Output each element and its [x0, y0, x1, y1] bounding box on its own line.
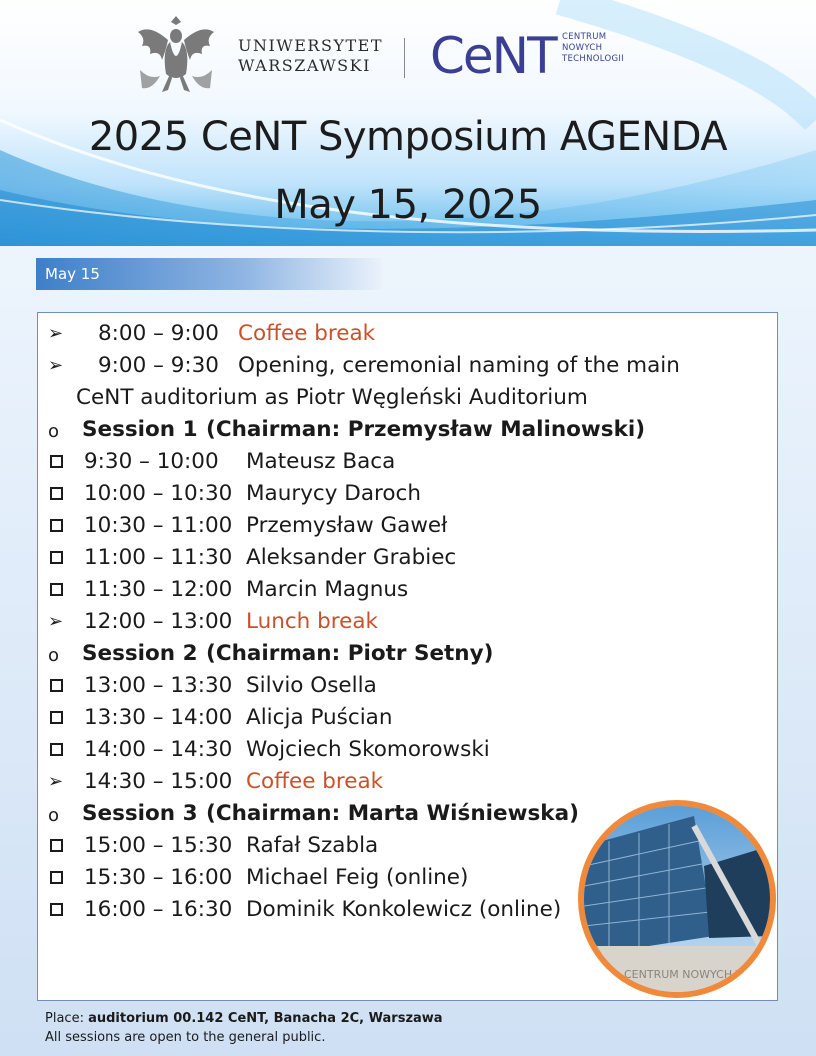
session-name: Session 2 [82, 641, 198, 666]
agenda-time: 15:30 – 16:00 [84, 865, 233, 890]
checkbox-bullet-icon [50, 519, 63, 532]
header-banner [0, 0, 816, 246]
agenda-text: Maurycy Daroch [246, 481, 421, 506]
checkbox-bullet-icon [50, 487, 63, 500]
photo-caption: CENTRUM NOWYCH T [624, 968, 743, 981]
agenda-time: 15:00 – 15:30 [84, 833, 233, 858]
checkbox-bullet-icon [50, 455, 63, 468]
place-line [45, 1009, 443, 1028]
page-date-title: May 15, 2025 [274, 182, 542, 228]
circle-bullet-icon: o [48, 805, 60, 826]
public-note: All sessions are open to the general public. [45, 1030, 326, 1045]
session-name: Session 1 [82, 417, 198, 442]
session-name: Session 3 [82, 801, 198, 826]
circle-bullet-icon: o [48, 645, 60, 666]
checkbox-bullet-icon [50, 711, 63, 724]
eagle-emblem-icon [130, 10, 222, 102]
checkbox-bullet-icon [50, 871, 63, 884]
agenda-time: 8:00 – 9:00 [98, 321, 219, 346]
session-chairman: (Chairman: Przemysław Malinowski) [206, 417, 646, 442]
arrow-bullet-icon: ➢ [48, 611, 64, 632]
cent-logo-text: CeNT [430, 27, 556, 85]
agenda-time: 14:00 – 14:30 [84, 737, 233, 762]
agenda-time: 11:30 – 12:00 [84, 577, 233, 602]
arrow-bullet-icon: ➢ [48, 323, 64, 344]
checkbox-bullet-icon [50, 551, 63, 564]
footer [45, 1009, 443, 1047]
place-label: Place: [45, 1011, 84, 1026]
cent-sub-line2: NOWYCH [562, 43, 603, 53]
agenda-text: Lunch break [246, 609, 379, 634]
cent-sub-line3: TECHNOLOGII [562, 54, 624, 64]
university-name [238, 36, 383, 76]
agenda-text: Coffee break [238, 321, 376, 346]
agenda-text: Rafał Szabla [246, 833, 379, 858]
agenda-text: CeNT auditorium as Piotr Węgleński Auditorium [76, 385, 588, 410]
university-line1: UNIWERSYTET [238, 36, 384, 55]
checkbox-bullet-icon [50, 583, 63, 596]
cent-logo-subtitle [562, 32, 624, 65]
logo-divider [404, 38, 405, 78]
agenda-text: Przemysław Gaweł [246, 513, 448, 538]
cent-sub-line1: CENTRUM [562, 32, 607, 42]
agenda-time: 13:00 – 13:30 [84, 673, 233, 698]
logo-row [130, 10, 690, 102]
agenda-text: Michael Feig (online) [246, 865, 469, 890]
agenda-time: 9:00 – 9:30 [98, 353, 219, 378]
circle-bullet-icon: o [48, 421, 60, 442]
arrow-bullet-icon: ➢ [48, 355, 64, 376]
session-chairman: (Chairman: Marta Wiśniewska) [206, 801, 579, 826]
agenda-time: 9:30 – 10:00 [84, 449, 219, 474]
agenda-text: Alicja Puścian [246, 705, 393, 730]
agenda-time: 14:30 – 15:00 [84, 769, 233, 794]
checkbox-bullet-icon [50, 839, 63, 852]
cent-logo [430, 26, 556, 86]
place-value: auditorium 00.142 CeNT, Banacha 2C, Warszawa [88, 1011, 443, 1026]
checkbox-bullet-icon [50, 679, 63, 692]
agenda-time: 10:00 – 10:30 [84, 481, 233, 506]
building-photo [578, 800, 776, 998]
page-title: 2025 CeNT Symposium AGENDA [88, 114, 728, 160]
agenda-text: Mateusz Baca [246, 449, 396, 474]
agenda-text: Aleksander Grabiec [246, 545, 457, 570]
checkbox-bullet-icon [50, 903, 63, 916]
agenda-text: Opening, ceremonial naming of the main [238, 353, 680, 378]
university-line2: WARSZAWSKI [238, 56, 371, 75]
session-chairman: (Chairman: Piotr Setny) [206, 641, 494, 666]
agenda-time: 12:00 – 13:00 [84, 609, 233, 634]
agenda-text: Coffee break [246, 769, 384, 794]
agenda-time: 16:00 – 16:30 [84, 897, 233, 922]
agenda-text: Silvio Osella [246, 673, 377, 698]
arrow-bullet-icon: ➢ [48, 771, 64, 792]
agenda-text: Dominik Konkolewicz (online) [246, 897, 562, 922]
agenda-time: 11:00 – 11:30 [84, 545, 233, 570]
agenda-time: 10:30 – 11:00 [84, 513, 233, 538]
date-bar: May 15 [36, 258, 382, 290]
checkbox-bullet-icon [50, 743, 63, 756]
agenda-text: Wojciech Skomorowski [246, 737, 490, 762]
agenda-time: 13:30 – 14:00 [84, 705, 233, 730]
building-photo-image [584, 806, 770, 992]
agenda-text: Marcin Magnus [246, 577, 409, 602]
